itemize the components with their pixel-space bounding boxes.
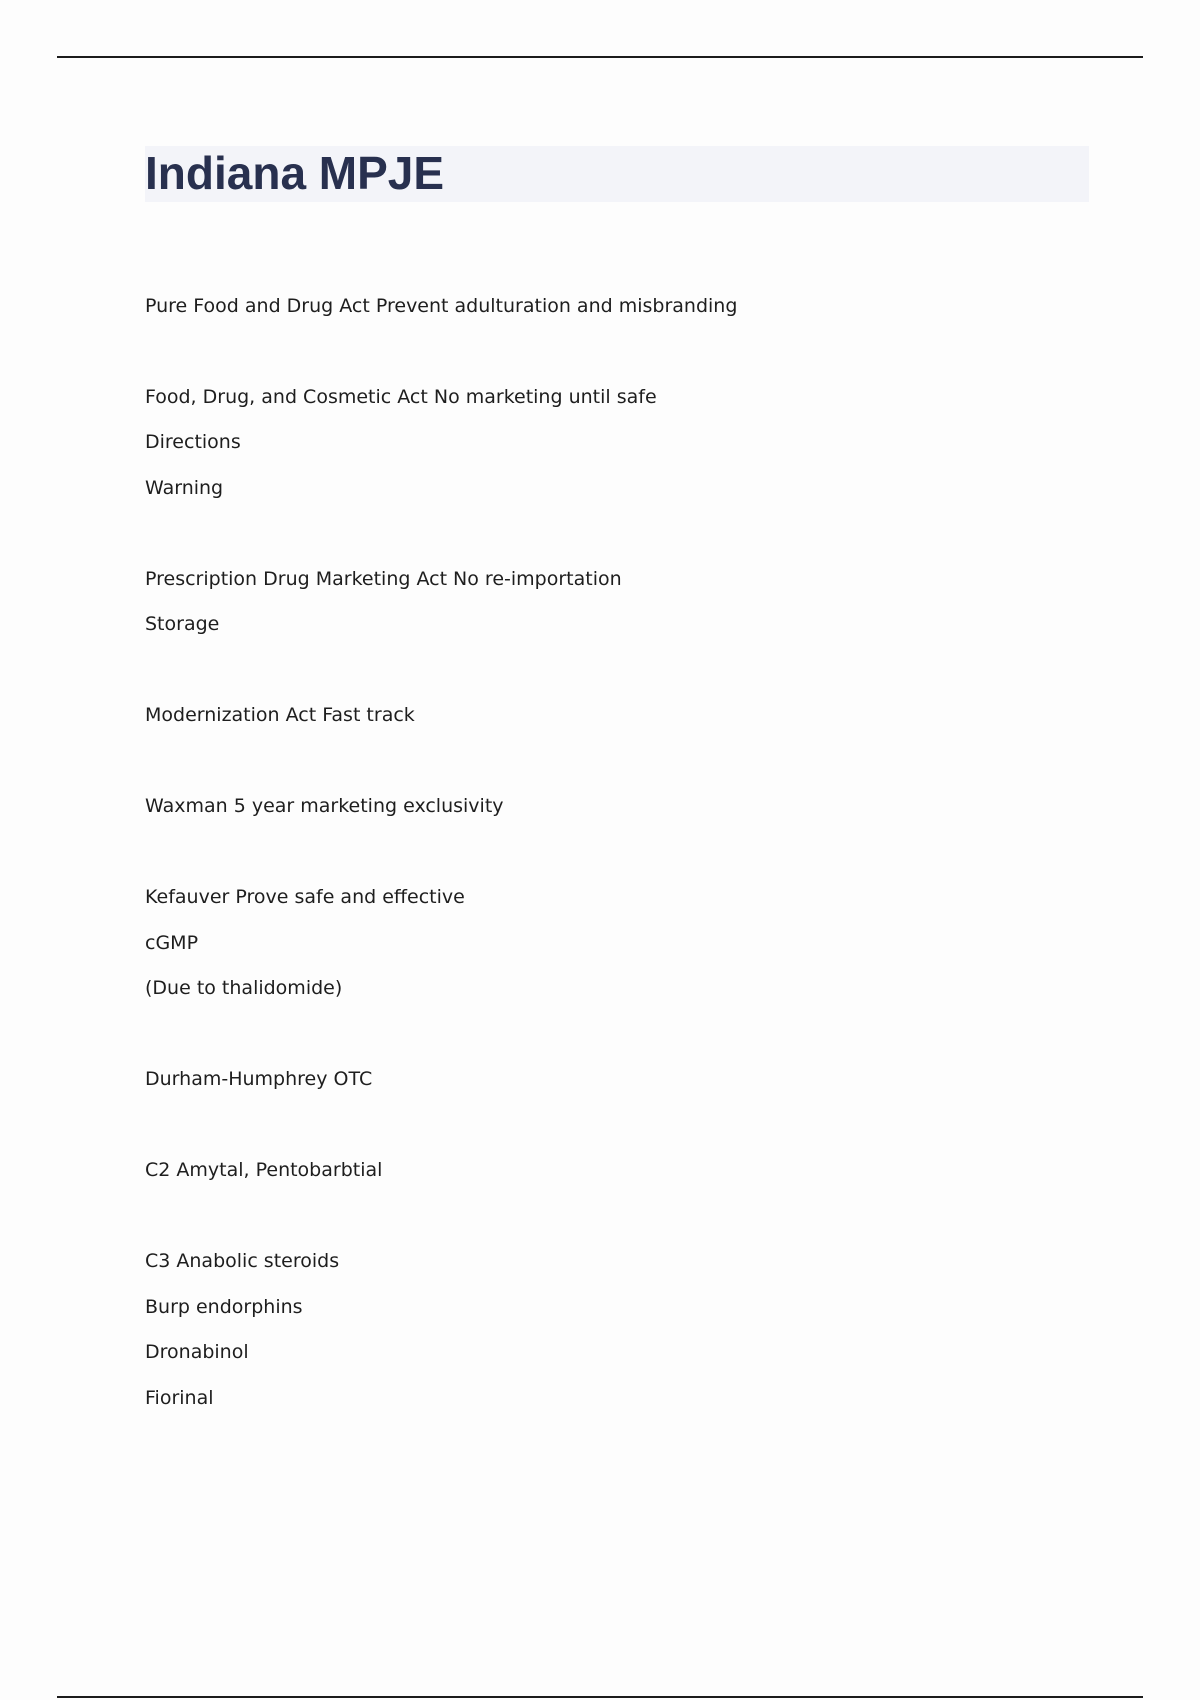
text-line: Waxman 5 year marketing exclusivity [145, 795, 504, 817]
text-line: C3 Anabolic steroids [145, 1250, 340, 1272]
text-line: Storage [145, 613, 220, 635]
text-line: Modernization Act Fast track [145, 704, 415, 726]
text-line: Warning [145, 477, 224, 499]
bottom-rule [57, 1696, 1143, 1698]
text-line: C2 Amytal, Pentobarbtial [145, 1159, 383, 1181]
text-line: Pure Food and Drug Act Prevent adulturation and misbranding [145, 295, 738, 317]
page-title: Indiana MPJE [145, 147, 445, 199]
text-line: (Due to thalidomide) [145, 977, 343, 999]
text-line: Burp endorphins [145, 1296, 303, 1318]
text-line: Prescription Drug Marketing Act No re-importation [145, 568, 622, 590]
text-line: Dronabinol [145, 1341, 249, 1363]
top-rule [57, 56, 1143, 58]
text-line: Fiorinal [145, 1387, 214, 1409]
text-line: cGMP [145, 932, 199, 954]
text-line: Durham-Humphrey OTC [145, 1068, 373, 1090]
text-line: Food, Drug, and Cosmetic Act No marketing until safe [145, 386, 657, 408]
text-line: Directions [145, 431, 241, 453]
text-line: Kefauver Prove safe and effective [145, 886, 465, 908]
